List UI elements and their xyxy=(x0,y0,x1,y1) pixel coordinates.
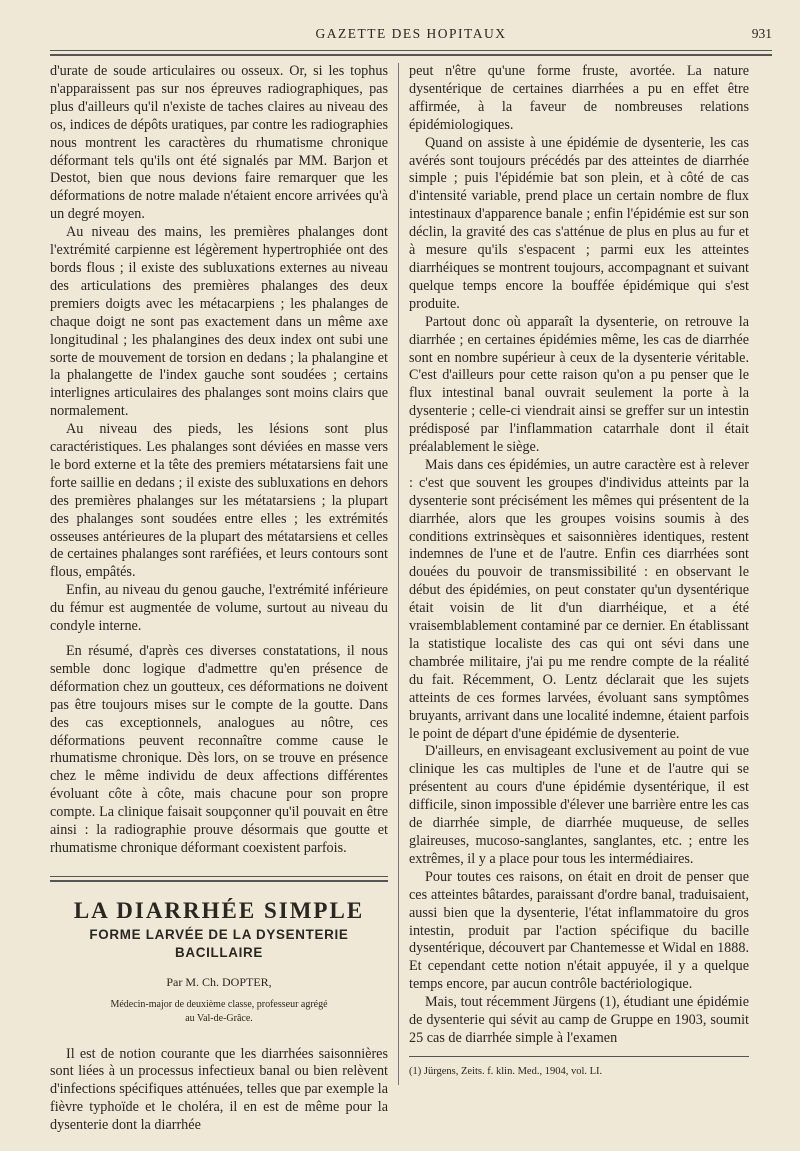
right-paragraph: Mais dans ces épidémies, un autre caractère est à relever : c'est que souvent les groupes d'individus atteints par la dysenterie sont précisément les mêmes qui présentent de la diarrhée, alors que les groupes voisins soumis à des conditions extrinsèques et saisonnières identiques, restent indemnes de l'une et de l'autre. Enfin ces diarrhées sont douées du pouvoir de transmissibilité : en observant le début des épidémies, on peut constater qu'un dysentérique était voisin de lit d'un diarrhéique, et a été vraisemblablement contaminé par ce dernier. En établissant la statistique localiste des cas qui ont sévi dans une chambrée militaire, j'ai pu me rendre compte de la réalité du fait. Récemment, O. Lentz déclarait que les sujets atteints de ces formes larvées, évoluant sans symptômes bruyants, arrivant dans une localité indemne, étaient parfois le point de départ d'une épidémie de dysenterie. xyxy=(409,456,749,742)
left-paragraph: Au niveau des pieds, les lésions sont plus caractéristiques. Les phalanges sont déviées en masse vers le bord externe et la tête des premiers métatarsiens fait une forte saillie en dedans ; il existe des subluxations en dehors des premières phalanges sur les métatarsiens ; la plupart des phalanges sont soudées entre elles ; les extrémités osseuses antérieures de la plupart des métatarsiens et celles de certaines phalanges sont raréfiées, et leurs contours sont flous, empâtés. xyxy=(50,421,388,581)
header-rule-thin xyxy=(50,50,772,51)
right-paragraph: Pour toutes ces raisons, on était en droit de penser que ces atteintes bâtardes, paraissant d'ordre banal, traduisaient, aussi bien que la dysenterie, l'état inflammatoire du gros intestin, produit par l'action spécifique du bacille dysentérique, découvert par Chantemesse et Widal en 1888. Et cependant cette notion n'était appuyée, il y a quelque temps encore, par aucun contrôle bactériologique. xyxy=(409,868,749,993)
article-title: LA DIARRHÉE SIMPLE xyxy=(73,897,365,923)
column-divider xyxy=(398,63,399,1085)
right-paragraph: Quand on assiste à une épidémie de dysenterie, les cas avérés sont toujours précédés par des atteintes de diarrhée simple ; puis l'épidémie bat son plein, et à côté de cas d'intensité variable, prend place un certain nombre de flux intestinaux d'apparence banale ; enfin l'épidémie est sur son déclin, la gravité des cas s'atténue de plus en plus au fur et à mesure qu'ils s'espacent ; parmi eux les atteintes diarrhéiques se montrent toujours, accompagnant et suivant quelque temps encore la bouffée épidémique qui s'est produite. xyxy=(409,134,749,312)
article-byline: Par M. Ch. DOPTER, xyxy=(166,974,272,989)
right-paragraph: Partout donc où apparaît la dysenterie, on retrouve la diarrhée ; en certaines épidémies même, les cas de diarrhée sont en nombre supérieur à ceux de la dysenterie véritable. C'est d'ailleurs pour cette raison qu'on a pu penser que le flux intestinal banal ouvrait seulement la porte à la dysenterie ; celle-ci viendrait ainsi se greffer sur un intestin prédisposé par l'inflammation catarrhale dont il était préalablement le siège. xyxy=(409,313,749,456)
left-paragraph: Enfin, au niveau du genou gauche, l'extrémité inférieure du fémur est augmentée de volume, surtout au niveau du condyle interne. xyxy=(50,582,388,635)
right-paragraph: Mais, tout récemment Jürgens (1), étudiant une épidémie de dysenterie qui sévit au camp de Gruppe en 1903, soumit 25 cas de diarrhée simple à l'examen xyxy=(409,994,749,1046)
running-title: GAZETTE DES HOPITAUX xyxy=(315,26,507,41)
section-rule-thin xyxy=(50,876,388,877)
article-first-paragraph: Il est de notion courante que les diarrhées saisonnières sont liées à un processus infectieux banal ou bien relèvent d'infections spécifiques atténuées, telles que par exemple la fièvre typhoïde et le choléra, il en est de même pour la dysenterie dont la diarrhée xyxy=(50,1045,388,1134)
header-rule-thick xyxy=(50,54,772,56)
right-paragraph: D'ailleurs, en envisageant exclusivement au point de vue clinique les cas multiples de l'une et de l'autre qui se présentent au cours d'une épidémie dysentérique, il est difficile, sinon impossible d'élever une barrière entre les cas de diarrhée simple, de diarrhée muqueuse, de selles glaireuses, mucoso-sanglantes, sanglantes, etc. ; entre les extrêmes, il y a place pour tous les intermédiaires. xyxy=(409,743,749,867)
page-number: 931 xyxy=(751,26,772,41)
footnote-rule xyxy=(409,1056,749,1057)
page-header xyxy=(50,26,772,48)
footnote: (1) Jürgens, Zeits. f. klin. Med., 1904, vol. LI. xyxy=(409,1065,603,1077)
left-paragraph: Au niveau des mains, les premières phalanges dont l'extrémité carpienne est légèrement hypertrophiée ont des bords flous ; il existe des subluxations externes au niveau des articulations des premières phalanges des deux premiers doigts avec les métacarpiens ; les phalanges de chaque doigt ne sont pas exactement dans un même axe longitudinal ; les phalangines des deux index ont subi une sorte de mouvement de torsion en dedans ; la phalangine et la phalangette de l'index gauche sont soudées ; certains interlignes articulaires des phalanges sont moins clairs que normalement. xyxy=(50,224,388,420)
left-paragraph: d'urate de soude articulaires ou osseux. Or, si les tophus n'apparaissent pas sur nos épreuves radiographiques, pas plus d'ailleurs qu'il n'existe de taches claires au niveau des os, indices de dépôts uratiques, par contre les radiographies nous montrent les caractères du rhumatisme chronique déformant tels qu'ils ont été signalés par MM. Barjon et Destot, bien que nous devions faire remarquer que les déformations de notre malade n'étaient encore arrivées qu'à un degré moyen. xyxy=(50,63,388,223)
right-paragraph: peut n'être qu'une forme fruste, avortée. La nature dysentérique de certaines diarrhées a pu en effet être affirmée, à la faveur de nombreuses relations épidémiologiques. xyxy=(409,63,749,133)
left-column xyxy=(50,63,388,1135)
left-paragraph: En résumé, d'après ces diverses constatations, il nous semble donc logique d'admettre qu'en présence de déformation chez un goutteux, ces déformations ne doivent pas être toujours mises sur le compte de la goutte. Dans des cas exceptionnels, analogues au nôtre, ces déformations peuvent reconnaître comme cause le rhumatisme chronique. Dès lors, on se trouve en présence chez le même individu de deux affections différentes évoluant côte à côte, mais chacune pour son propre compte. La clinique faisait soupçonner qu'il pouvait en être ainsi : la radiographie prouve désormais que goutte et rhumatisme chronique déformant coexistent parfois. xyxy=(50,643,388,856)
right-column xyxy=(409,63,749,1081)
article-subtitle: FORME LARVÉE DE LA DYSENTERIE BACILLAIRE xyxy=(89,926,349,960)
affiliation-line: au Val-de-Grâce. xyxy=(185,1012,253,1024)
article-affiliation xyxy=(50,998,388,1026)
affiliation-line: Médecin-major de deuxième classe, professeur agrégé xyxy=(110,998,328,1010)
section-rule-thick xyxy=(50,880,388,882)
